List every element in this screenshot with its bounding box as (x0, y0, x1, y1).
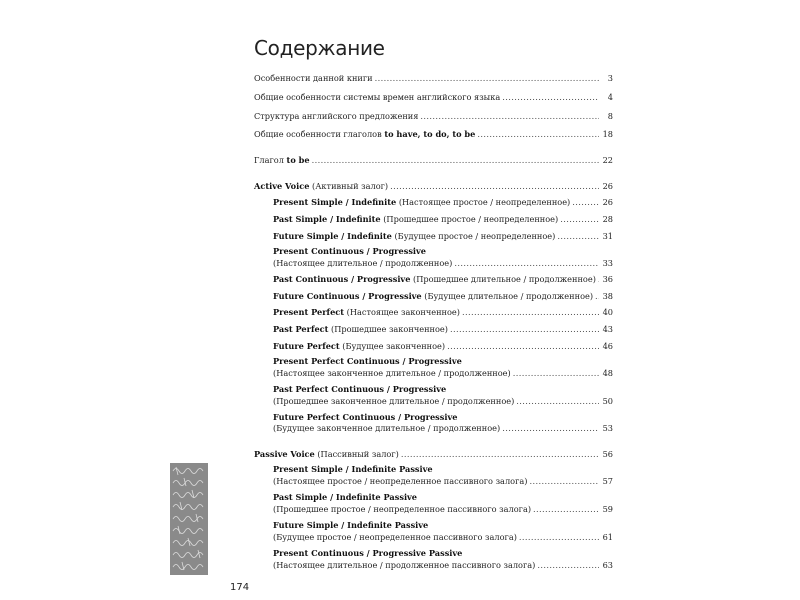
toc-leader-dots (420, 110, 599, 122)
toc-entry-title-bold: Future Simple / Indefinite (273, 231, 392, 241)
toc-entry-page: 63 (602, 560, 613, 570)
toc-entry-page: 38 (602, 291, 613, 301)
toc-entry[interactable] (273, 367, 613, 379)
toc-entry-title (273, 559, 535, 571)
toc-entry-title (273, 383, 446, 395)
toc-entry[interactable] (273, 306, 613, 318)
toc-entry-title (273, 547, 462, 559)
toc-entry[interactable] (273, 213, 613, 225)
toc-entry-title (273, 395, 514, 407)
toc-entry[interactable] (273, 355, 613, 367)
toc-entry[interactable] (273, 196, 613, 208)
toc-entry-page: 18 (602, 129, 613, 139)
toc-entry-title-bold: to have, to do, to be (384, 129, 476, 139)
toc-entry[interactable] (273, 531, 613, 543)
toc-leader-dots (502, 91, 599, 103)
toc-leader-dots (375, 72, 599, 84)
toc-entry-title-rest: (Активный залог) (309, 181, 389, 191)
handwriting-pattern-icon (170, 463, 208, 575)
toc-entry[interactable] (273, 340, 613, 352)
toc-entry-page: 36 (602, 274, 613, 284)
toc-entry-title (254, 128, 475, 140)
toc-leader-dots (537, 559, 599, 571)
toc-entry-title-bold: Past Simple / Indefinite (273, 214, 381, 224)
toc-entry-title (273, 355, 462, 367)
toc-entry[interactable] (273, 547, 613, 559)
toc-entry[interactable] (273, 395, 613, 407)
toc-entry-title (273, 323, 448, 335)
toc-entry[interactable] (273, 491, 613, 503)
toc-entry-title-rest: Общие особенности системы времен английского языка (254, 92, 501, 102)
toc-entry-page: 26 (602, 181, 613, 191)
toc-entry[interactable] (254, 180, 613, 192)
toc-entry-title (254, 110, 418, 122)
toc-leader-dots (595, 290, 599, 302)
toc-entry-title-bold: Present Perfect (273, 307, 345, 317)
toc-entry-page: 3 (607, 73, 613, 83)
toc-entry-title (273, 290, 593, 302)
toc-entry-title-rest: (Будущее простое / неопределенное пассивного залога) (273, 532, 517, 542)
toc-entry-page: 26 (602, 197, 613, 207)
toc-entry[interactable] (273, 559, 613, 571)
page-title: Содержание (254, 36, 385, 60)
toc-entry-title-bold: Future Perfect (273, 341, 340, 351)
toc-entry[interactable] (273, 323, 613, 335)
toc-entry-page: 33 (602, 258, 613, 268)
toc-entry[interactable] (273, 290, 613, 302)
toc-leader-dots (513, 367, 599, 379)
toc-entry-title (273, 475, 527, 487)
toc-entry[interactable] (273, 422, 613, 434)
toc-entry-page: 8 (607, 111, 613, 121)
toc-entry-title (273, 230, 555, 242)
toc-entry-title (254, 448, 399, 460)
toc-leader-dots (519, 531, 599, 543)
page-number: 174 (230, 582, 250, 593)
toc-entry-title-rest: (Прошедшее законченное длительное / продолженное) (273, 396, 515, 406)
toc-entry[interactable] (254, 91, 613, 103)
toc-entry-title-rest: (Будущее законченное) (339, 341, 446, 351)
toc-entry-title-rest: (Будущее простое / неопределенное) (391, 231, 556, 241)
toc-entry-page: 43 (602, 324, 613, 334)
toc-entry-page: 57 (602, 476, 613, 486)
toc-leader-dots (598, 273, 599, 285)
toc-entry-title-rest: (Будущее законченное длительное / продолженное) (273, 423, 501, 433)
toc-leader-dots (516, 395, 599, 407)
toc-entry-page: 50 (602, 396, 613, 406)
toc-entry[interactable] (273, 503, 613, 515)
toc-entry-title (254, 180, 388, 192)
toc-entry[interactable] (254, 110, 613, 122)
toc-entry-page: 31 (602, 231, 613, 241)
toc-entry-title-bold: Future Perfect Continuous / Progressive (273, 412, 458, 422)
toc-entry-title-rest: (Настоящее законченное длительное / продолженное) (273, 368, 511, 378)
toc-entry-title-rest: Особенности данной книги (254, 73, 373, 83)
toc-entry[interactable] (254, 154, 613, 166)
toc-entry-page: 28 (602, 214, 613, 224)
toc-entry-title-bold: Active Voice (254, 181, 310, 191)
toc-entry-title-rest: (Пассивный залог) (314, 449, 399, 459)
toc-entry-title-rest: (Настоящее простое / неопределенное пассивного залога) (273, 476, 528, 486)
toc-entry-title-bold: Future Continuous / Progressive (273, 291, 422, 301)
toc-entry-title-bold: Future Simple / Indefinite Passive (273, 520, 429, 530)
toc-entry-page: 53 (602, 423, 613, 433)
toc-leader-dots (401, 448, 599, 460)
toc-entry-title-prefix: Глагол (254, 155, 287, 165)
decorative-handwriting-block (170, 463, 208, 575)
toc-leader-dots (560, 213, 599, 225)
toc-leader-dots (312, 154, 599, 166)
toc-entry-title-bold: Past Continuous / Progressive (273, 274, 411, 284)
toc-entry[interactable] (273, 245, 613, 257)
toc-entry-title (273, 306, 460, 318)
toc-entry-title (273, 367, 511, 379)
toc-entry-title (273, 422, 500, 434)
toc-entry-title-bold: Present Simple / Indefinite (273, 197, 397, 207)
toc-entry-title-rest: (Настоящее простое / неопределенное) (396, 197, 571, 207)
toc-entry-title (273, 245, 426, 257)
toc-entry-page: 40 (602, 307, 613, 317)
toc-entry-title-rest: (Прошедшее простое / неопределенное) (380, 214, 559, 224)
toc-leader-dots (454, 257, 599, 269)
toc-leader-dots (533, 503, 599, 515)
toc-entry[interactable] (254, 72, 613, 84)
toc-entry-title-bold: Present Continuous / Progressive (273, 246, 426, 256)
toc-entry-title (273, 491, 417, 503)
toc-leader-dots (502, 422, 599, 434)
toc-leader-dots (462, 306, 599, 318)
toc-entry-title-rest: (Настоящее законченное) (344, 307, 460, 317)
toc-entry-title-bold: Present Perfect Continuous / Progressive (273, 356, 462, 366)
toc-leader-dots (390, 180, 599, 192)
toc-entry-title (273, 519, 428, 531)
toc-entry[interactable] (254, 128, 613, 140)
toc-entry-title-prefix: Общие особенности глаголов (254, 129, 385, 139)
toc-entry-title-rest: (Настоящее длительное / продолженное пассивного залога) (273, 560, 536, 570)
toc-leader-dots (572, 196, 599, 208)
toc-leader-dots (529, 475, 599, 487)
toc-entry-title (273, 340, 445, 352)
toc-entry-page: 61 (602, 532, 613, 542)
toc-entry-page: 56 (602, 449, 613, 459)
toc-entry-title-bold: Past Perfect (273, 324, 329, 334)
toc-entry-page: 4 (607, 92, 613, 102)
toc-entry-title-bold: Present Continuous / Progressive Passive (273, 548, 463, 558)
toc-entry[interactable] (273, 230, 613, 242)
toc-entry[interactable] (273, 519, 613, 531)
toc-leader-dots (557, 230, 599, 242)
toc-entry-title (273, 213, 558, 225)
toc-leader-dots (447, 340, 599, 352)
toc-entry-title-bold: Past Perfect Continuous / Progressive (273, 384, 447, 394)
toc-entry-title-bold: Past Simple / Indefinite Passive (273, 492, 418, 502)
toc-entry-page: 46 (602, 341, 613, 351)
toc-entry-title (273, 257, 452, 269)
toc-entry[interactable] (254, 448, 613, 460)
toc-entry-title-bold: to be (286, 155, 310, 165)
toc-entry[interactable] (273, 383, 613, 395)
toc-entry-title (273, 463, 433, 475)
toc-entry-title-rest: (Прошедшее простое / неопределенное пассивного залога) (273, 504, 532, 514)
toc-entry[interactable] (273, 273, 613, 285)
toc-entry-title-bold: Present Simple / Indefinite Passive (273, 464, 433, 474)
toc-entry-title-rest: (Прошедшее длительное / продолженное) (410, 274, 596, 284)
toc-entry[interactable] (273, 463, 613, 475)
toc-entry-title-rest: (Настоящее длительное / продолженное) (273, 258, 453, 268)
toc-leader-dots (450, 323, 599, 335)
toc-entry-title (273, 503, 531, 515)
toc-entry-page: 22 (602, 155, 613, 165)
toc-entry-title (254, 154, 310, 166)
toc-entry-title (254, 72, 373, 84)
toc-entry-title (254, 91, 500, 103)
toc-entry-title (273, 196, 570, 208)
toc-entry-title-bold: Passive Voice (254, 449, 315, 459)
toc-entry-page: 59 (602, 504, 613, 514)
toc-entry-title-rest: (Прошедшее законченное) (328, 324, 448, 334)
toc-entry[interactable] (273, 475, 613, 487)
toc-entry-title (273, 531, 517, 543)
toc-entry[interactable] (273, 257, 613, 269)
toc-leader-dots (477, 128, 599, 140)
toc-entry-title-rest: Структура английского предложения (254, 111, 419, 121)
toc-entry-title-rest: (Будущее длительное / продолженное) (421, 291, 594, 301)
toc-entry-title (273, 273, 596, 285)
toc-entry-page: 48 (602, 368, 613, 378)
